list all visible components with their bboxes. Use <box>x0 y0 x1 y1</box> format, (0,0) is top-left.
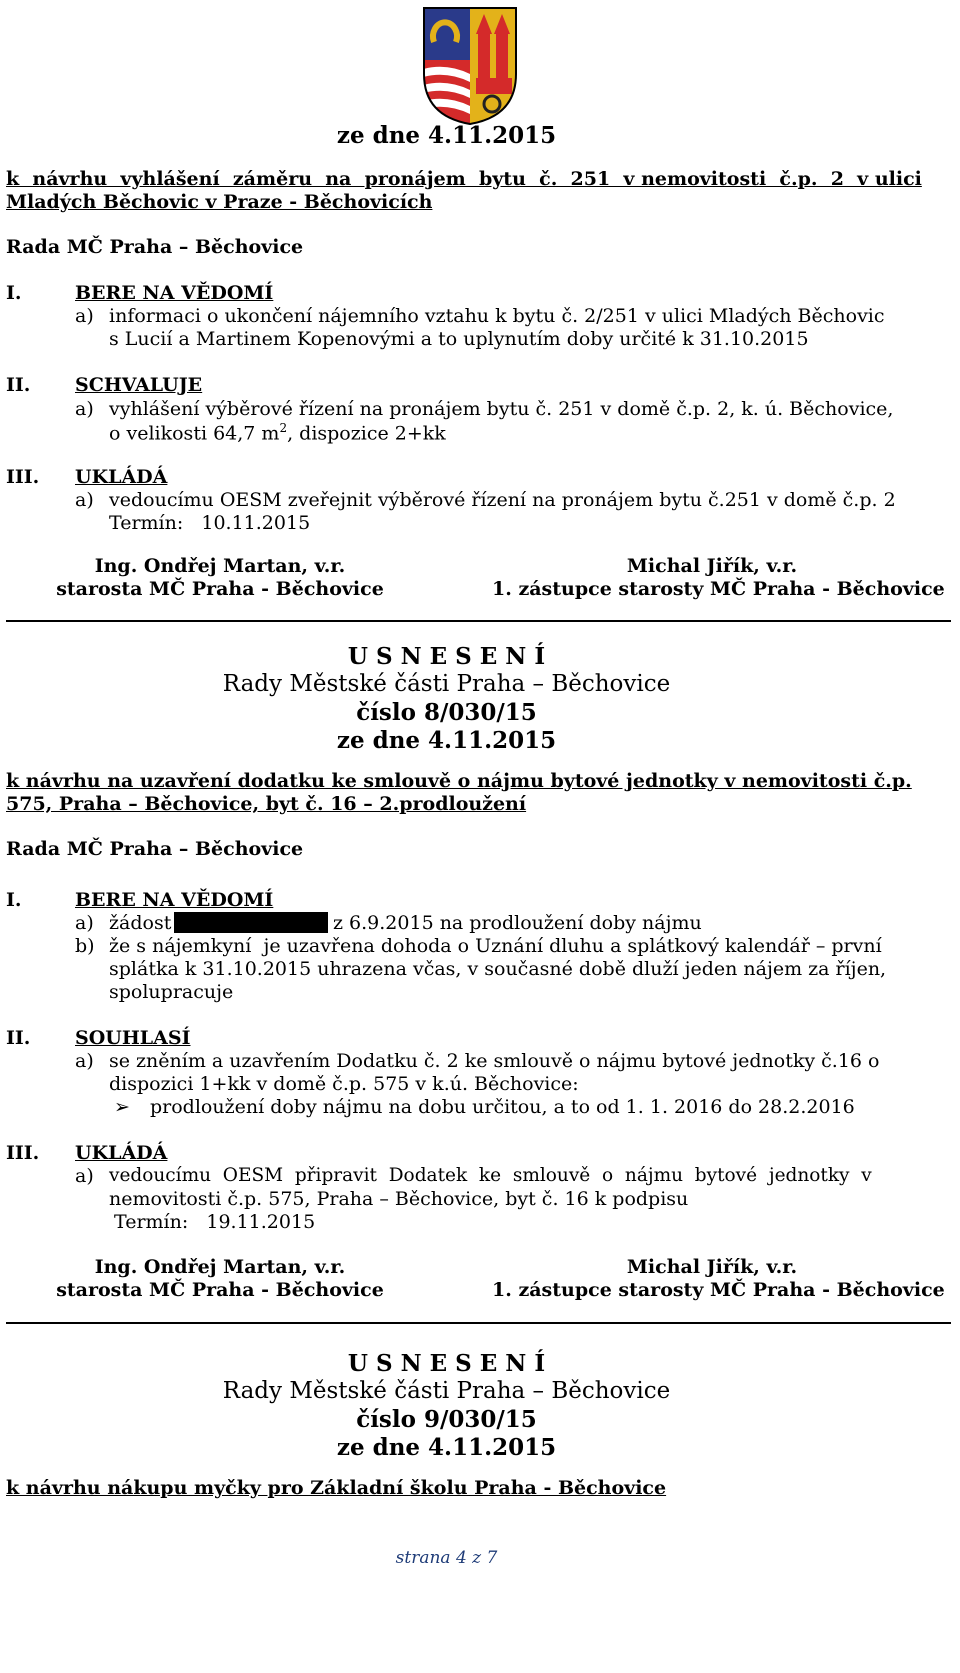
resolution-8-deadline: Termín: 19.11.2015 <box>114 1211 316 1233</box>
resolution-7-section-1-a-line2: s Lucií a Martinem Kopenovými a to uplynutím doby určité k 31.10.2015 <box>109 328 809 350</box>
resolution-7-section-2-a-line2 <box>109 421 446 444</box>
resolution-7-subject-line1: k návrhu vyhlášení záměru na pronájem bytu č. 251 v nemovitosti č.p. 2 v ulici <box>6 168 922 190</box>
resolution-8-section-2-a-line1: se zněním a uzavřením Dodatku č. 2 ke smlouvě o nájmu bytové jednotky č.16 o <box>109 1050 880 1072</box>
resolution-8-section-3-a-label: a) <box>75 1165 94 1187</box>
resolution-7-signature-1-role: starosta MČ Praha - Běchovice <box>56 578 384 600</box>
resolution-9-date: ze dne 4.11.2015 <box>336 1434 557 1461</box>
resolution-8-section-1-a-text: žádost <box>109 912 172 934</box>
resolution-7-section-2-number: II. <box>6 374 31 396</box>
resolution-7-section-3-number: III. <box>6 466 40 488</box>
resolution-7-subject-line2: Mladých Běchovic v Praze - Běchovicích <box>6 191 433 213</box>
resolution-8-date: ze dne 4.11.2015 <box>336 727 557 754</box>
resolution-8-council-label: Rada MČ Praha – Běchovice <box>6 838 304 860</box>
resolution-8-number: číslo 8/030/15 <box>356 699 537 726</box>
coat-of-arms-emblem <box>420 4 520 126</box>
resolution-7-section-1-a-label: a) <box>75 305 94 327</box>
resolution-8-section-1-b-label: b) <box>75 935 95 957</box>
resolution-8-section-1-b-line2: splátka k 31.10.2015 uhrazena včas, v současné době dluží jeden nájem za říjen, <box>109 958 887 980</box>
resolution-7-section-1-title: BERE NA VĚDOMÍ <box>75 282 274 304</box>
resolution-8-section-3-number: III. <box>6 1142 40 1164</box>
resolution-7-signature-2-role: 1. zástupce starosty MČ Praha - Běchovice <box>492 578 945 600</box>
resolution-8-section-2-bullet: prodloužení doby nájmu na dobu určitou, a to od 1. 1. 2016 do 28.2.2016 <box>150 1096 855 1118</box>
resolution-7-deadline: Termín: 10.11.2015 <box>109 512 311 534</box>
resolution-8-signature-2-name: Michal Jiřík, v.r. <box>626 1256 798 1278</box>
area-exponent: 2 <box>279 421 288 435</box>
resolution-7-section-3-title: UKLÁDÁ <box>75 466 168 488</box>
resolution-7-section-1-number: I. <box>6 282 22 304</box>
resolution-7-signature-2-name: Michal Jiřík, v.r. <box>626 555 798 577</box>
resolution-9-council: Rady Městské části Praha – Běchovice <box>222 1378 671 1404</box>
resolution-8-section-2-a-label: a) <box>75 1050 94 1072</box>
resolution-8-subject-line2: 575, Praha – Běchovice, byt č. 16 – 2.prodloužení <box>6 793 527 815</box>
resolution-8-signature-1-name: Ing. Ondřej Martan, v.r. <box>94 1256 346 1278</box>
resolution-8-signature-1-role: starosta MČ Praha - Běchovice <box>56 1279 384 1301</box>
resolution-8-section-1-number: I. <box>6 889 22 911</box>
resolution-8-section-3-a-line2: nemovitosti č.p. 575, Praha – Běchovice, byt č. 16 k podpisu <box>109 1188 689 1210</box>
layout-text: , dispozice 2+kk <box>287 422 446 445</box>
resolution-8-heading: U S N E S E N Í <box>347 643 546 670</box>
resolution-8-section-3-a-line1: vedoucímu OESM připravit Dodatek ke smlouvě o nájmu bytové jednotky v <box>109 1165 872 1186</box>
resolution-8-section-2-number: II. <box>6 1027 31 1049</box>
separator-line <box>6 1322 951 1324</box>
area-text: o velikosti 64,7 m <box>109 422 280 445</box>
resolution-9-number: číslo 9/030/15 <box>356 1406 537 1433</box>
resolution-7-signature-1-name: Ing. Ondřej Martan, v.r. <box>94 555 346 577</box>
resolution-8-subject-line1: k návrhu na uzavření dodatku ke smlouvě o nájmu bytové jednotky v nemovitosti č.p. <box>6 770 912 792</box>
resolution-8-section-3-title: UKLÁDÁ <box>75 1142 168 1164</box>
resolution-8-council: Rady Městské části Praha – Běchovice <box>222 671 671 697</box>
resolution-7-date: ze dne 4.11.2015 <box>336 122 557 149</box>
resolution-7-section-3-a-line1: vedoucímu OESM zveřejnit výběrové řízení na pronájem bytu č.251 v domě č.p. 2 <box>109 489 896 511</box>
resolution-7-council-label: Rada MČ Praha – Běchovice <box>6 236 304 258</box>
resolution-8-section-2-a-line2: dispozici 1+kk v domě č.p. 575 v k.ú. Běchovice: <box>109 1073 579 1095</box>
resolution-8-section-2-title: SOUHLASÍ <box>75 1027 191 1049</box>
resolution-8-section-1-a-label: a) <box>75 912 94 934</box>
resolution-9-subject-line1: k návrhu nákupu myčky pro Základní školu Praha - Běchovice <box>6 1477 667 1499</box>
resolution-7-section-2-a-line1: vyhlášení výběrové řízení na pronájem bytu č. 251 v domě č.p. 2, k. ú. Běchovice, <box>109 398 894 420</box>
resolution-7-section-1-a-line1: informaci o ukončení nájemního vztahu k bytu č. 2/251 v ulici Mladých Běchovic <box>109 305 885 327</box>
resolution-8-section-1-b-line3: spolupracuje <box>109 981 234 1003</box>
resolution-7-section-2-a-label: a) <box>75 398 94 420</box>
resolution-8-section-1-a-rest: z 6.9.2015 na prodloužení doby nájmu <box>333 912 702 934</box>
page-footer: strana 4 z 7 <box>395 1548 498 1568</box>
redaction-box <box>174 912 328 933</box>
resolution-9-heading: U S N E S E N Í <box>347 1350 546 1377</box>
resolution-8-section-1-title: BERE NA VĚDOMÍ <box>75 889 274 911</box>
resolution-7-section-3-a-label: a) <box>75 489 94 511</box>
resolution-8-signature-2-role: 1. zástupce starosty MČ Praha - Běchovice <box>492 1279 945 1301</box>
resolution-8-section-1-b-line1: že s nájemkyní je uzavřena dohoda o Uznání dluhu a splátkový kalendář – první <box>109 935 882 957</box>
arrow-bullet-icon: ➢ <box>114 1096 130 1118</box>
resolution-7-section-2-title: SCHVALUJE <box>75 374 203 396</box>
separator-line <box>6 620 951 622</box>
